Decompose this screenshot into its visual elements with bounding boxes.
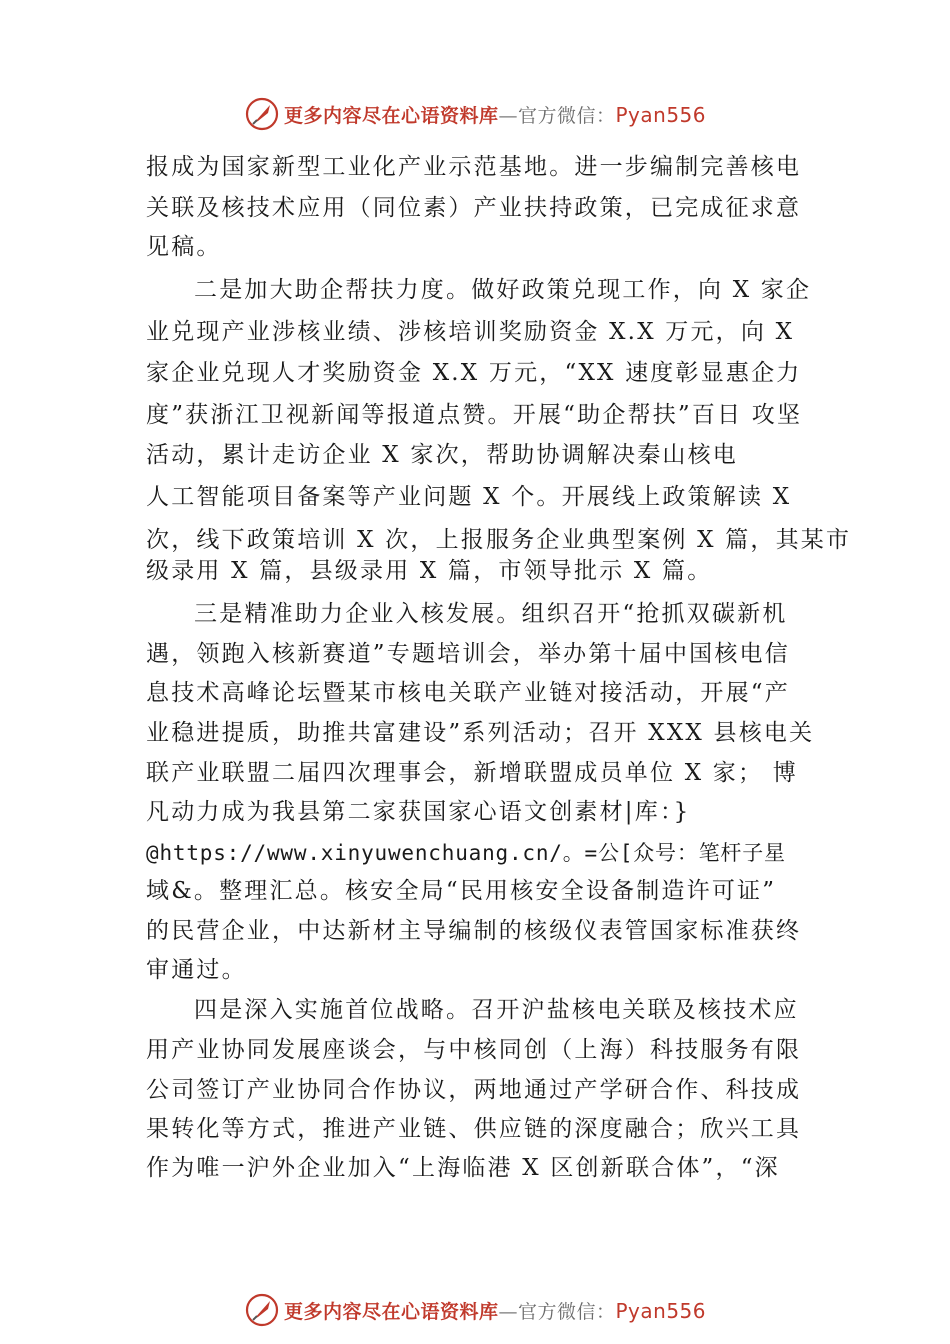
paragraph-start-line: 二是加大助企帮扶力度。做好政策兑现工作，向 X 家企: [194, 277, 812, 303]
paragraph-start-line: 三是精准助力企业入核发展。组织召开“抢抓双碳新机: [194, 601, 788, 627]
text-line: 审通过。: [146, 957, 247, 983]
text-line: 业兑现产业涉核业绩、涉核培训奖励资金 X.X 万元，向 X: [146, 319, 795, 345]
text-line: 作为唯一沪外企业加入“上海临港 X 区创新联合体”，“深: [146, 1155, 780, 1181]
banner-wechat-label: 官方微信：: [517, 104, 616, 127]
text-line: 次，线下政策培训 X 次，上报服务企业典型案例 X 篇，其某市: [146, 527, 852, 553]
banner-text: [284, 1297, 706, 1324]
text-line: 活动，累计走访企业 X 家次，帮助协调解决秦山核电: [146, 442, 738, 468]
text-line: 业稳进提质，助推共富建设”系列活动；召开 XXX 县核电关: [146, 720, 815, 746]
quill-logo-icon: [244, 1292, 280, 1328]
text-line: 级录用 X 篇，县级录用 X 篇，市领导批示 X 篇。: [146, 558, 713, 584]
banner-dash: —: [498, 1300, 518, 1323]
banner-main: 更多内容尽在心语资料库: [283, 104, 499, 127]
text-line: 果转化等方式，推进产业链、供应链的深度融合；欣兴工具: [146, 1116, 802, 1142]
text-line: 遇，领跑入核新赛道”专题培训会，举办第十届中国核电信: [146, 641, 790, 667]
banner-wechat-label: 官方微信：: [517, 1300, 616, 1323]
text-line: 域&。整理汇总。核安全局“民用核安全设备制造许可证”: [146, 878, 777, 904]
text-line: 用产业协同发展座谈会，与中核同创（上海）科技服务有限: [146, 1037, 802, 1063]
text-line: 家企业兑现人才奖励资金 X.X 万元，“XX 速度彰显惠企力: [146, 360, 802, 386]
banner-wechat-id: Pyan556: [615, 102, 707, 127]
banner-main: 更多内容尽在心语资料库: [283, 1300, 499, 1323]
text-line: 息技术高峰论坛暨某市核电关联产业链对接活动，开展“产: [146, 680, 790, 706]
banner-dash: —: [498, 104, 518, 127]
text-line: 报成为国家新型工业化产业示范基地。进一步编制完善核电: [146, 154, 802, 180]
text-line: 凡动力成为我县第二家获国家心语文创素材|库：}: [146, 799, 691, 825]
banner-wechat-id: Pyan556: [615, 1298, 707, 1323]
text-line: 公司签订产业协同合作协议，两地通过产学研合作、科技成: [146, 1077, 802, 1103]
text-line: 见稿。: [146, 234, 222, 260]
footer-banner: [0, 1288, 950, 1332]
paragraph-start-line: 四是深入实施首位战略。召开沪盐核电关联及核技术应: [194, 997, 799, 1023]
text-line-url: @https://www.xinyuwenchuang.cn/。=公[众号：笔杆子星: [146, 841, 786, 865]
text-line: 的民营企业，中达新材主导编制的核级仪表管国家标准获终: [146, 918, 802, 944]
text-line: 人工智能项目备案等产业问题 X 个。开展线上政策解读 X: [146, 484, 792, 510]
text-line: 联产业联盟二届四次理事会，新增联盟成员单位 X 家； 博: [146, 760, 798, 786]
text-line: 度”获浙江卫视新闻等报道点赞。开展“助企帮扶”百日 攻坚: [146, 402, 803, 428]
text-line: 关联及核技术应用（同位素）产业扶持政策，已完成征求意: [146, 195, 802, 221]
